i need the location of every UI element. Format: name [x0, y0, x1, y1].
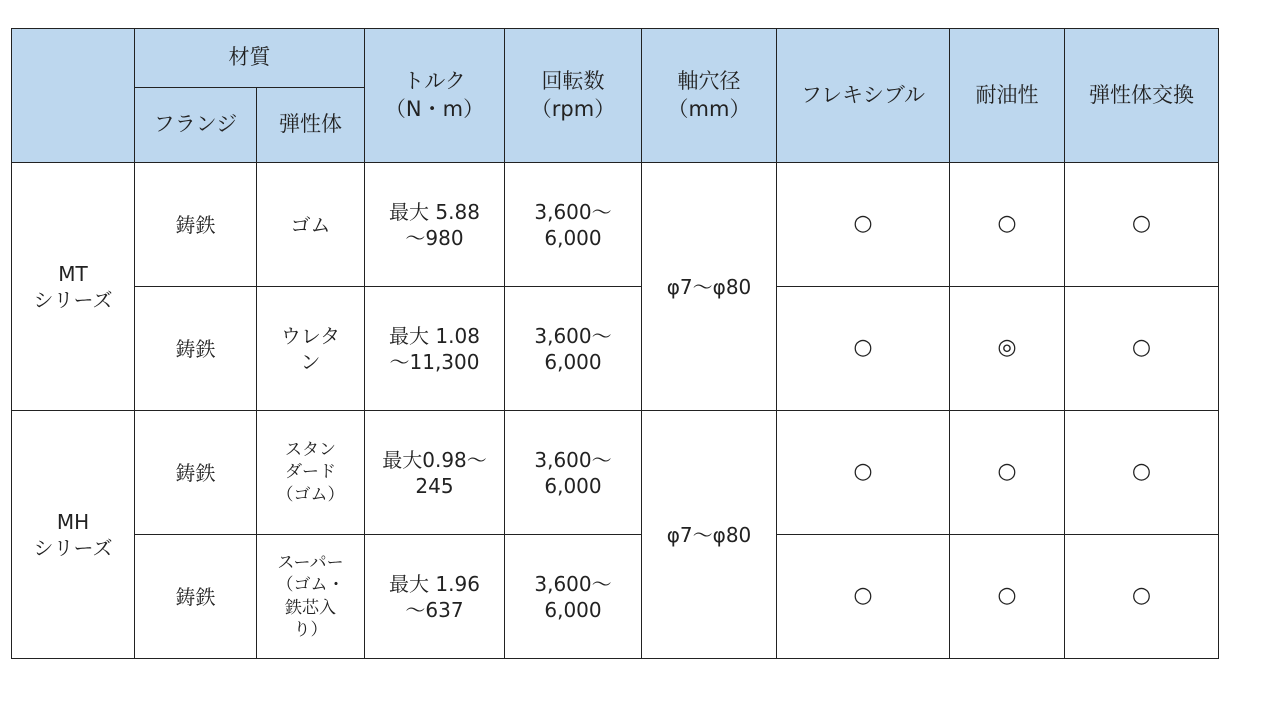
flexible-mark: ○ [777, 287, 950, 411]
flange-cell: 鋳鉄 [135, 535, 257, 659]
flexible-mark: ○ [777, 163, 950, 287]
flange-cell: 鋳鉄 [135, 163, 257, 287]
oil-resistance-mark: ○ [950, 411, 1065, 535]
replace-mark: ○ [1065, 287, 1219, 411]
replace-mark: ○ [1065, 163, 1219, 287]
header-blank-cell [12, 29, 135, 163]
table-row [12, 411, 1219, 535]
header-bore: 軸穴径 （mm） [642, 29, 777, 163]
header-elastomer-replace: 弾性体交換 [1065, 29, 1219, 163]
coupling-spec-table [11, 28, 1219, 659]
header-oil-resistance: 耐油性 [950, 29, 1065, 163]
header-flange: フランジ [135, 88, 257, 163]
table-row [12, 163, 1219, 287]
speed-cell: 3,600～ 6,000 [505, 535, 642, 659]
bore-cell-mt: φ7～φ80 [642, 163, 777, 411]
table-row [12, 287, 1219, 411]
torque-cell: 最大 1.96 ～637 [365, 535, 505, 659]
speed-cell: 3,600～ 6,000 [505, 163, 642, 287]
oil-resistance-mark: ◎ [950, 287, 1065, 411]
series-name-mt: MT シリーズ [12, 163, 135, 411]
flexible-mark: ○ [777, 535, 950, 659]
header-flexible: フレキシブル [777, 29, 950, 163]
bore-cell-mh: φ7～φ80 [642, 411, 777, 659]
header-torque: トルク （N・m） [365, 29, 505, 163]
flange-cell: 鋳鉄 [135, 287, 257, 411]
header-row-1 [12, 29, 1219, 88]
flange-cell: 鋳鉄 [135, 411, 257, 535]
speed-cell: 3,600～ 6,000 [505, 287, 642, 411]
table-row [12, 535, 1219, 659]
header-material: 材質 [135, 29, 365, 88]
header-elastomer: 弾性体 [257, 88, 365, 163]
torque-cell: 最大0.98～ 245 [365, 411, 505, 535]
header-speed: 回転数 （rpm） [505, 29, 642, 163]
elastomer-cell: スタン ダード （ゴム） [257, 411, 365, 535]
speed-cell: 3,600～ 6,000 [505, 411, 642, 535]
torque-cell: 最大 1.08 ～11,300 [365, 287, 505, 411]
torque-cell: 最大 5.88 ～980 [365, 163, 505, 287]
elastomer-cell: スーパー （ゴム・ 鉄芯入 り） [257, 535, 365, 659]
oil-resistance-mark: ○ [950, 535, 1065, 659]
replace-mark: ○ [1065, 535, 1219, 659]
elastomer-cell: ウレタ ン [257, 287, 365, 411]
replace-mark: ○ [1065, 411, 1219, 535]
oil-resistance-mark: ○ [950, 163, 1065, 287]
flexible-mark: ○ [777, 411, 950, 535]
series-name-mh: MH シリーズ [12, 411, 135, 659]
elastomer-cell: ゴム [257, 163, 365, 287]
